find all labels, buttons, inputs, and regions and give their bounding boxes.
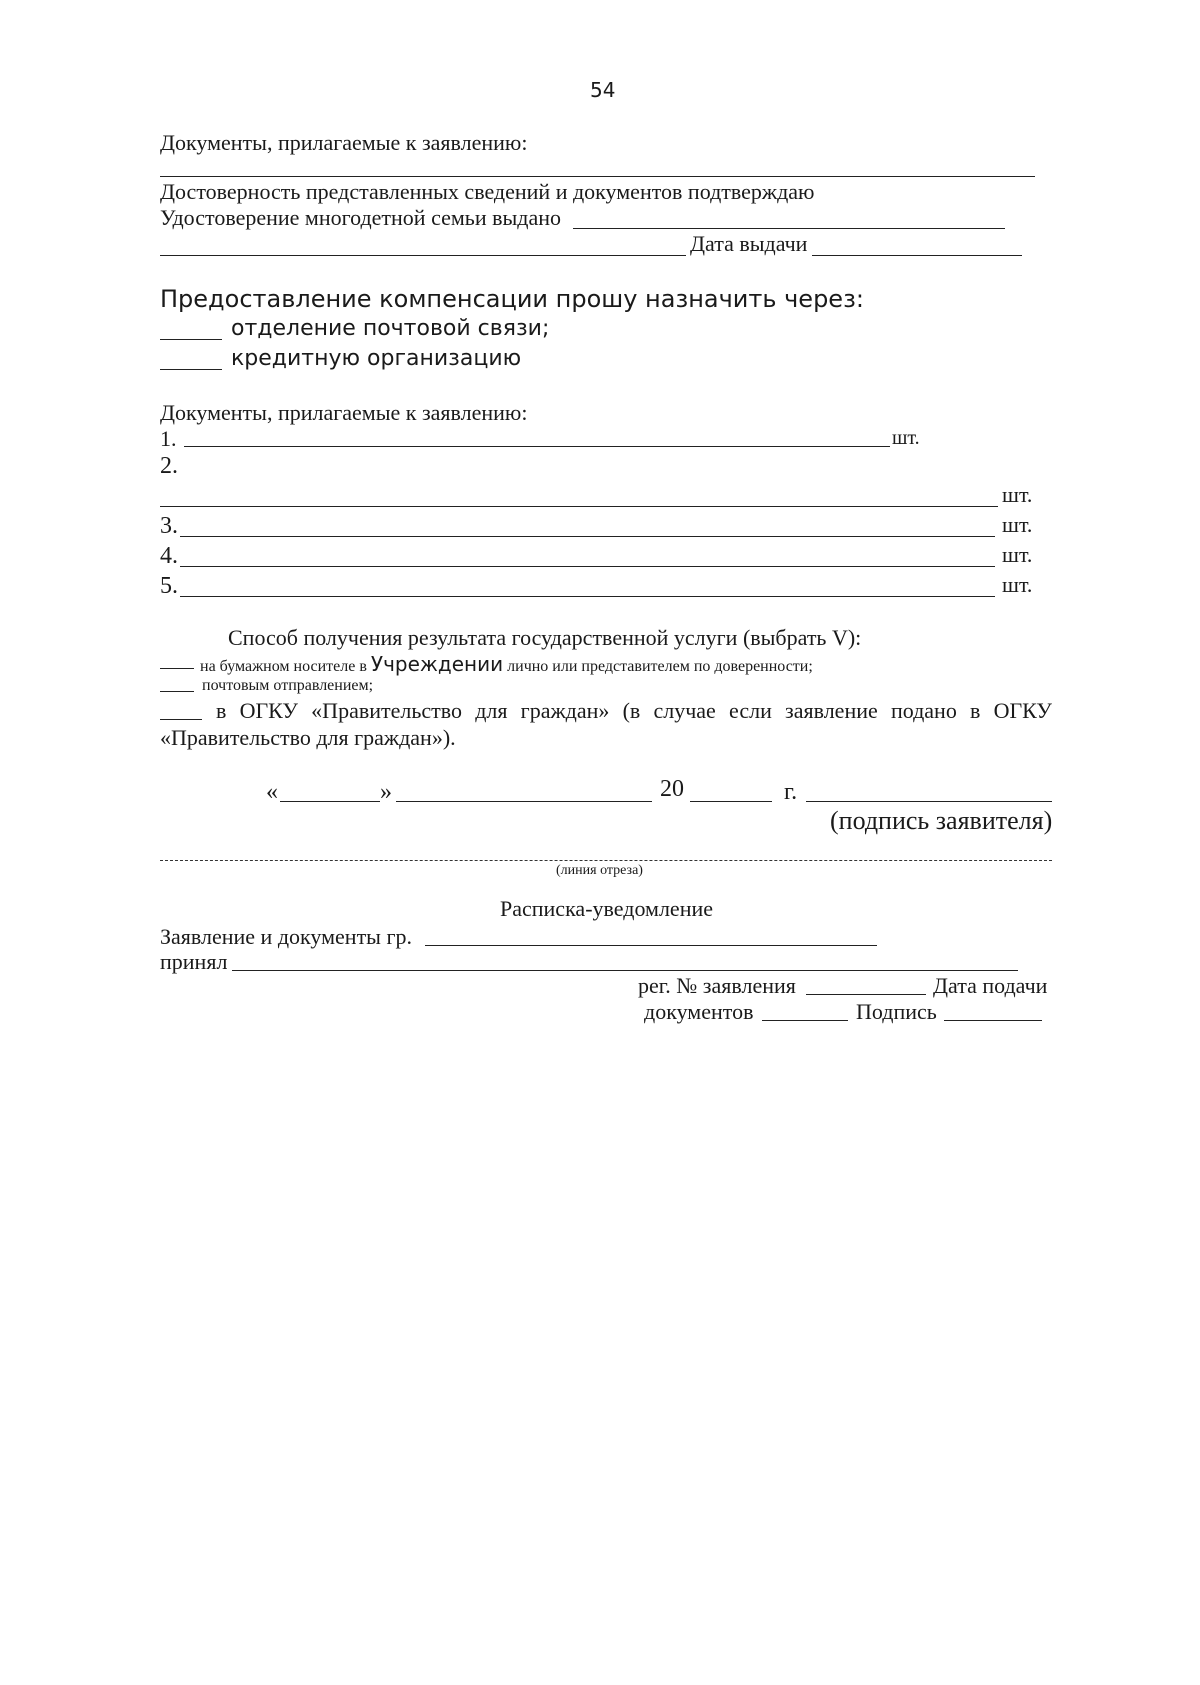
- date-open-quote: «: [266, 779, 278, 805]
- doc-number-4: 4.: [160, 543, 178, 569]
- result-opt1-label: [200, 654, 813, 675]
- reg-no-label: рег. № заявления: [638, 973, 796, 998]
- confirm-text: Достоверность представленных сведений и документов подтверждаю: [160, 179, 815, 204]
- option-credit-label: кредитную организацию: [231, 346, 522, 371]
- doc-field-2[interactable]: [160, 506, 998, 507]
- compensation-title: Предоставление компенсации прошу назначить через:: [160, 285, 864, 313]
- doc-unit-3: шт.: [1002, 512, 1033, 537]
- attached-docs-field[interactable]: [160, 176, 1035, 177]
- doc-unit-4: шт.: [1002, 542, 1033, 567]
- submit-date-label: Дата подачи: [933, 973, 1048, 998]
- cut-line-label: (линия отреза): [556, 863, 643, 878]
- doc-number-2: 2.: [160, 453, 178, 479]
- doc-number-1: 1.: [160, 426, 177, 451]
- doc-unit-1: шт.: [892, 427, 920, 449]
- doc-unit-5: шт.: [1002, 572, 1033, 597]
- reg-no-field[interactable]: [806, 994, 926, 995]
- result-opt3-line1: в ОГКУ «Правительство для граждан» (в случае если заявление подано в ОГКУ: [216, 698, 1052, 723]
- certificate-issuer-field[interactable]: [573, 228, 1005, 229]
- doc-number-3: 3.: [160, 513, 178, 539]
- issue-date-label: Дата выдачи: [690, 231, 808, 256]
- result-opt1-suffix: лично или представителем по доверенности;: [503, 658, 813, 675]
- date-day-field[interactable]: [280, 801, 380, 802]
- documents-label-receipt: документов: [644, 999, 754, 1024]
- page-number: 54: [590, 78, 616, 102]
- submit-date-field[interactable]: [762, 1020, 848, 1021]
- received-from-label: Заявление и документы гр.: [160, 924, 412, 949]
- date-year-prefix: 20: [660, 776, 684, 802]
- accepted-field[interactable]: [232, 970, 1018, 971]
- date-month-field[interactable]: [396, 801, 652, 802]
- certificate-label: Удостоверение многодетной семьи выдано: [160, 205, 562, 230]
- signature-label: (подпись заявителя): [830, 806, 1053, 835]
- date-year-suffix: г.: [784, 779, 798, 805]
- received-from-field[interactable]: [425, 945, 877, 946]
- result-opt3-line2: «Правительство для граждан»).: [160, 725, 456, 750]
- doc-unit-2: шт.: [1002, 482, 1033, 507]
- receipt-title: Расписка-уведомление: [500, 896, 714, 921]
- doc-field-4[interactable]: [180, 566, 995, 567]
- certificate-issuer-field-2[interactable]: [160, 255, 686, 256]
- doc-field-3[interactable]: [180, 536, 995, 537]
- doc-number-5: 5.: [160, 573, 178, 599]
- documents-label: Документы, прилагаемые к заявлению:: [160, 400, 528, 425]
- result-opt2-checkbox[interactable]: [160, 691, 194, 692]
- result-opt2-label: почтовым отправлением;: [202, 677, 374, 694]
- result-method-title: Способ получения результата государственной услуги (выбрать V):: [228, 625, 862, 650]
- accepted-label: принял: [160, 949, 228, 974]
- option-credit-checkbox[interactable]: [160, 369, 222, 370]
- receipt-signature-field[interactable]: [944, 1020, 1042, 1021]
- result-opt1-emphasis: Учреждении: [370, 652, 504, 676]
- result-opt3-checkbox[interactable]: [160, 719, 202, 720]
- cut-line: [160, 860, 1052, 861]
- attached-docs-label: Документы, прилагаемые к заявлению:: [160, 130, 528, 155]
- doc-field-1[interactable]: [184, 446, 890, 447]
- date-close-quote: »: [380, 779, 392, 805]
- option-post-checkbox[interactable]: [160, 339, 222, 340]
- doc-field-5[interactable]: [180, 596, 995, 597]
- result-opt1-prefix: на бумажном носителе в: [200, 658, 371, 675]
- date-year-field[interactable]: [690, 801, 772, 802]
- issue-date-field[interactable]: [812, 255, 1022, 256]
- option-post-label: отделение почтовой связи;: [231, 316, 550, 341]
- signature-field[interactable]: [806, 801, 1052, 802]
- receipt-signature-label: Подпись: [856, 999, 937, 1024]
- result-opt1-checkbox[interactable]: [160, 668, 194, 669]
